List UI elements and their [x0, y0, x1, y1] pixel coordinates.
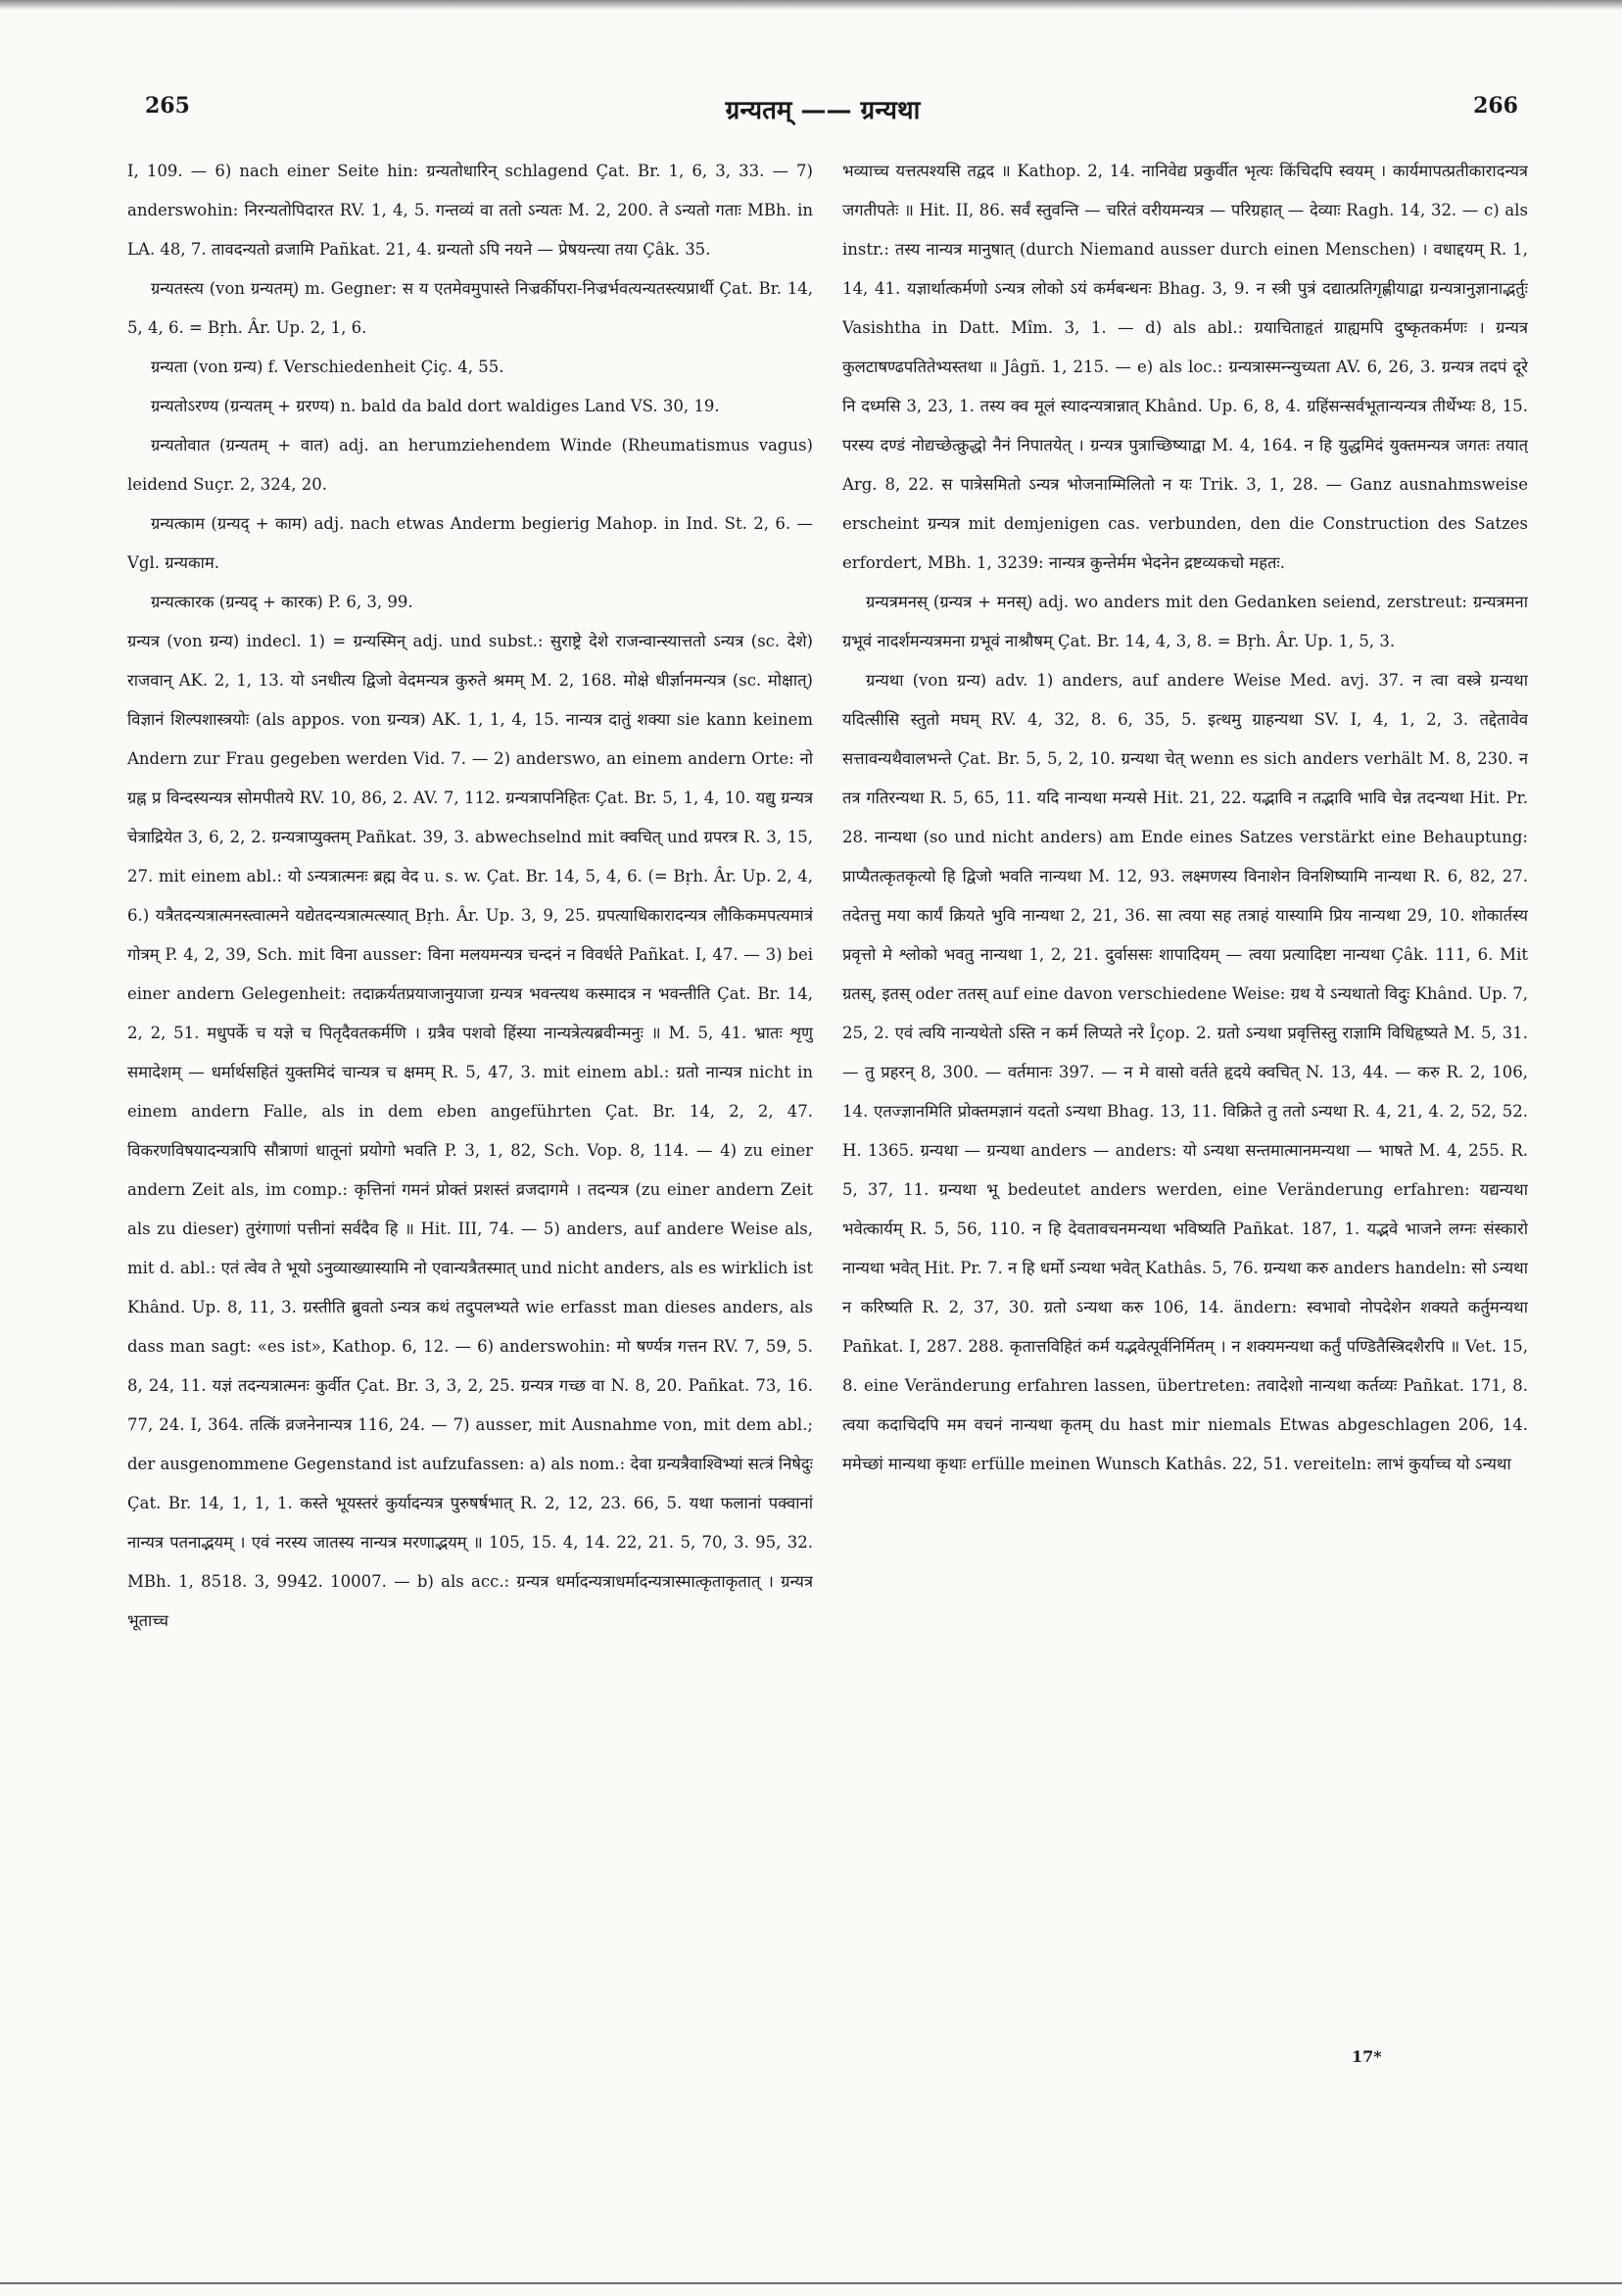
entry-paragraph: भव्याच्च यत्तत्पश्यसि तद्वद ॥ Kathop. 2, 14. नानिवेद्य प्रकुर्वीत भृत्यः किंचिदपि स्वयम् । कार्यमापत्प्रतीकारादन्यत्र जगतीपतेः ॥ Hit. II, 86. सर्वं स्तुवन्ति — चरितं वरीयमन्यत्र — परिग्रहात् — देव्याः Ragh. 14, 32. — c) als instr.: तस्य नान्यत्र मानुषात् (durch Niemand ausser durch einen Menschen) । वधाद्दयम् R. 1, 14, 41. यज्ञार्थात्कर्मणो ऽन्यत्र लोको ऽयं कर्मबन्धनः Bhag. 3, 9. न स्त्री पुत्रं दद्यात्प्रतिगृह्णीयाद्वा ग्रन्यत्रानुज्ञानाद्भर्तुः Vasishtha in Datt. Mîm. 3, 1. — d) als abl.: ग्रयाचिताहृतं ग्राह्यमपि दुष्कृतकर्मणः । ग्रन्यत्र कुलटाषण्ढपतितेभ्यस्तथा ॥ Jâgñ. 1, 215. — e) als loc.: ग्रन्यत्रास्मन्न्युच्यता AV. 6, 26, 3. ग्रन्यत्र तदपं दूरे नि दध्मसि 3, 23, 1. तस्य क्व मूलं स्यादन्यत्रान्नात् Khând. Up. 6, 8, 4. ग्रहिंसन्सर्वभूतान्यन्यत्र तीर्थेभ्यः 8, 15. परस्य दण्डं नोद्यच्छेत्क्रुद्धो नैनं निपातयेत् । ग्रन्यत्र पुत्राच्छिष्याद्वा M. 4, 164. न हि युद्धमिदं युक्तमन्यत्र जगतः तयात् Arg. 8, 22. स पात्रेसमितो ऽन्यत्र भोजनाम्मिलितो न यः Trik. 3, 1, 28. — Ganz ausnahmsweise erscheint ग्रन्यत्र mit demjenigen cas. verbunden, den die Construction des Satzes erfordert, MBh. 1, 3239: नान्यत्र कुन्तेर्मम भेदनेन द्रष्टव्यकचो महतः. — [842, 162, 1528, 572]
bottom-rule — [0, 2282, 1622, 2284]
right-column — [842, 152, 1528, 2062]
entry-paragraph: ग्रन्यतोऽरण्य (ग्रन्यतम् + ग्ररण्य) n. bald da bald dort waldiges Land VS. 30, 19. — [151, 397, 720, 415]
entry-paragraph: ग्रन्यता (von ग्रन्य) f. Verschiedenheit Çiç. 4, 55. — [151, 358, 504, 376]
page-number-right: 266 — [1473, 93, 1518, 119]
running-title: ग्रन्यतम् —— ग्रन्यथा — [725, 96, 921, 125]
left-column — [127, 152, 813, 2062]
entry-paragraph: ग्रन्यत्काम (ग्रन्यद् + काम) adj. nach etwas Anderm begierig Mahop. in Ind. St. 2, 6. — Vgl. ग्रन्यकाम. — [127, 514, 813, 572]
entry-paragraph: I, 109. — 6) nach einer Seite hin: ग्रन्यतोधारिन् schlagend Çat. Br. 1, 6, 3, 33. — 7) anderswohin: निरन्यतोपिदारत RV. 1, 4, 5. गन्तव्यं वा ततो ऽन्यतः M. 2, 200. ते ऽन्यतो गताः MBh. in LA. 48, 7. तावदन्यतो व्रजामि Pañkat. 21, 4. ग्रन्यतो ऽपि नयने — प्रेषयन्त्या तया Çâk. 35. — [127, 162, 813, 259]
entry-paragraph: ग्रन्यत्कारक (ग्रन्यद् + कारक) P. 6, 3, 99. — [151, 593, 413, 611]
page-header — [127, 93, 1518, 132]
page-number-left: 265 — [145, 93, 190, 119]
signature-mark: 17* — [1352, 2047, 1382, 2066]
entry-paragraph: ग्रन्यतस्त्य (von ग्रन्यतम्) m. Gegner: स य एतमेवमुपास्ते निज्रर्कीपरा-निज्रर्भवत्यन्यतस्त्यप्रार्थी Çat. Br. 14, 5, 4, 6. = Bṛh. Âr. Up. 2, 1, 6. — [127, 279, 813, 337]
entry-paragraph: ग्रन्यतोवात (ग्रन्यतम् + वात) adj. an herumziehendem Winde (Rheumatismus vagus) leidend Suçr. 2, 324, 20. — [127, 436, 813, 494]
entry-paragraph: ग्रन्यथा (von ग्रन्य) adv. 1) anders, auf andere Weise Med. avj. 37. न त्वा वस्त्रे ग्रन्यथा यदित्सीसि स्तुतो मघम् RV. 4, 32, 8. 6, 35, 5. इत्थमु ग्राहन्यथा SV. I, 4, 1, 2, 3. तद्देतावेव सत्तावन्यथैवालभन्ते Çat. Br. 5, 5, 2, 10. ग्रन्यथा चेत् wenn es sich anders verhält M. 8, 230. न तत्र गतिरन्यथा R. 5, 65, 11. यदि नान्यथा मन्यसे Hit. 21, 22. यद्भावि न तद्भावि भावि चेन्न तदन्यथा Hit. Pr. 28. नान्यथा (so und nicht anders) am Ende eines Satzes verstärkt eine Behauptung: प्राप्यैतत्कृतकृत्यो हि द्विजो भवति नान्यथा M. 12, 93. लक्ष्मणस्य विनाशेन विनशिष्यामि नान्यथा R. 6, 82, 27. तदेतत्तु मया कार्यं क्रियते भुवि नान्यथा 2, 21, 36. सा त्वया सह तत्राहं यास्यामि प्रिय नान्यथा 29, 10. शोकार्तस्य प्रवृत्तो मे श्लोको भवतु नान्यथा 1, 2, 21. दुर्वाससः शापादियम् — त्वया प्रत्यादिष्टा नान्यथा Çâk. 111, 6. Mit ग्रतस्, इतस् oder ततस् auf eine davon verschiedene Weise: ग्रथ ये ऽन्यथातो विदुः Khând. Up. 7, 25, 2. एवं त्वयि नान्यथेतो ऽस्ति न कर्म लिप्यते नरे Îçop. 2. ग्रतो ऽन्यथा प्रवृत्तिस्तु राज्ञामि विधिहृष्यते M. 5, 31. — तु प्रहरन् 8, 300. — वर्तमानः 397. — न मे वासो वर्तते हृदये क्वचित् N. 13, 44. — करु R. 2, 106, 14. एतज्ज्ञानमिति प्रोक्तमज्ञानं यदतो ऽन्यथा Bhag. 13, 11. विक्रिते तु ततो ऽन्यथा R. 4, 21, 4. 2, 52, 52. H. 1365. ग्रन्यथा — ग्रन्यथा anders — anders: यो ऽन्यथा सन्तमात्मानमन्यथा — भाषते M. 4, 255. R. 5, 37, 11. ग्रन्यथा भू bedeutet anders werden, eine Veränderung erfahren: यद्यन्यथा भवेत्कार्यम् R. 5, 56, 110. न हि देवतावचनमन्यथा भविष्यति Pañkat. 187, 1. यद्भवे भाजने लग्नः संस्कारो नान्यथा भवेत् Hit. Pr. 7. न हि धर्मो ऽन्यथा भवेत् Kathâs. 5, 76. ग्रन्यथा करु anders handeln: सो ऽन्यथा न करिष्यति R. 2, 37, 30. ग्रतो ऽन्यथा करु 106, 14. ändern: स्वभावो नोपदेशेन शक्यते कर्तुमन्यथा Pañkat. I, 287. 288. कृतात्तविहितं कर्म यद्भवेत्पूर्वनिर्मितम् । न शक्यमन्यथा कर्तुं पण्डितैस्त्रिदशैरपि ॥ Vet. 15, 8. eine Veränderung erfahren lassen, übertreten: तवादेशो नान्यथा कर्तव्यः Pañkat. 171, 8. त्वया कदाचिदपि मम वचनं नान्यथा कृतम् du hast mir niemals Etwas abgeschlagen 206, 14. ममेच्छां मान्यथा कृथाः erfülle meinen Wunsch Kathâs. 22, 51. vereiteln: लाभं कुर्याच्च यो ऽन्यथा — [842, 671, 1528, 1473]
entry-paragraph: ग्रन्यत्र (von ग्रन्य) indecl. 1) = ग्रन्यस्मिन् adj. und subst.: सुराष्ट्रे देशे राजन्वान्स्यात्ततो ऽन्यत्र (sc. देशे) राजवान् AK. 2, 1, 13. यो ऽनधीत्य द्विजो वेदमन्यत्र कुरुते श्रमम् M. 2, 168. मोक्षे धीर्ज्ञानमन्यत्र (sc. मोक्षात्) विज्ञानं शिल्पशास्त्रयोः (als appos. von ग्रन्यत्र) AK. 1, 1, 4, 15. नान्यत्र दातुं शक्या sie kann keinem Andern zur Frau gegeben werden Vid. 7. — 2) anderswo, an einem andern Orte: नो ग्रह्न प्र विन्दस्यन्यत्र सोमपीतये RV. 10, 86, 2. AV. 7, 112. ग्रन्यत्रापनिहितः Çat. Br. 5, 1, 4, 10. यद्यु ग्रन्यत्र चेत्राद्रियेत 3, 6, 2, 2. ग्रन्यत्राप्युक्तम् Pañkat. 39, 3. abwechselnd mit क्वचित् und ग्रपरत्र R. 3, 15, 27. mit einem abl.: यो ऽन्यत्रात्मनः ब्रह्म वेद u. s. w. Çat. Br. 14, 5, 4, 6. (= Bṛh. Âr. Up. 2, 4, 6.) यत्रैतदन्यत्रात्मनस्त्वात्मने यद्येतदन्यत्रात्मत्स्यात् Bṛh. Âr. Up. 3, 9, 25. ग्रपत्याधिकारादन्यत्र लौकिकमपत्यमात्रं गोत्रम् P. 4, 2, 39, Sch. mit विना ausser: विना मलयमन्यत्र चन्दनं न विवर्धते Pañkat. I, 47. — 3) bei einer andern Gelegenheit: तदाक्रर्यतप्रयाजानुयाजा ग्रन्यत्र भवन्त्यथ कस्मादत्र न भवन्तीति Çat. Br. 14, 2, 2, 51. मधुपर्के च यज्ञे च पितृदैवतकर्मणि । ग्रत्रैव पशवो हिंस्या नान्यत्रेत्यब्रवीन्मनुः ॥ M. 5, 41. भ्रातः शृणु समादेशम् — धर्मार्थसहितं युक्तमिदं चान्यत्र च क्षमम् R. 5, 47, 3. mit einem abl.: ग्रतो नान्यत्र nicht in einem andern Falle, als in dem eben angeführten Çat. Br. 14, 2, 2, 47. विकरणविषयादन्यत्रापि सौत्राणां धातूनां प्रयोगो भवति P. 3, 1, 82, Sch. Vop. 8, 114. — 4) zu einer andern Zeit als, im comp.: कृत्तिनां गमनं प्रोक्तं प्रशस्तं व्रजदागमे । तदन्यत्र (zu einer andern Zeit als zu dieser) तुरंगाणां पत्तीनां सर्वदैव हि ॥ Hit. III, 74. — 5) anders, auf andere Weise als, mit d. abl.: एतं त्वेव ते भूयो ऽनुव्याख्यास्यामि नो एवान्यत्रैतस्मात् und nicht anders, als es wirklich ist Khând. Up. 8, 11, 3. ग्रस्तीति ब्रुवतो ऽन्यत्र कथं तदुपलभ्यते wie erfasst man dieses anders, als dass man sagt: «es ist», Kathop. 6, 12. — 6) anderswohin: मो षर्ण्यत्र गत्तन RV. 7, 59, 5. 8, 24, 11. यज्ञं तदन्यत्रात्मनः कुर्वीत Çat. Br. 3, 3, 2, 25. ग्रन्यत्र गच्छ वा N. 8, 20. Pañkat. 73, 16. 77, 24. I, 364. तत्किं व्रजनेनान्यत्र 116, 24. — 7) ausser, mit Ausnahme von, mit dem abl.; der ausgenommene Gegenstand ist aufzufassen: a) als nom.: देवा ग्रन्यत्रैवाश्विभ्यां सत्त्रं निषेदुः Çat. Br. 14, 1, 1, 1. कस्ते भूयस्तरं कुर्यादन्यत्र पुरुषर्षभात् R. 2, 12, 23. 66, 5. यथा फलानां पक्वानां नान्यत्र पतनाद्भयम् । एवं नरस्य जातस्य नान्यत्र मरणाद्भयम् ॥ 105, 15. 4, 14. 22, 21. 5, 70, 3. 95, 32. MBh. 1, 8518. 3, 9942. 10007. — b) als acc.: ग्रन्यत्र धर्मादन्यत्राधर्मादन्यत्रास्मात्कृताकृतात् । ग्रन्यत्र भूताच्च — [127, 632, 813, 1630]
entry-paragraph: ग्रन्यत्रमनस् (ग्रन्यत्र + मनस्) adj. wo anders mit den Gedanken seiend, zerstreut: ग्रन्यत्रमना ग्रभूवं नादर्शमन्यत्रमना ग्रभूवं नाश्रौषम् Çat. Br. 14, 4, 3, 8. = Bṛh. Âr. Up. 1, 5, 3. — [842, 593, 1528, 650]
scan-edge — [0, 0, 1622, 10]
